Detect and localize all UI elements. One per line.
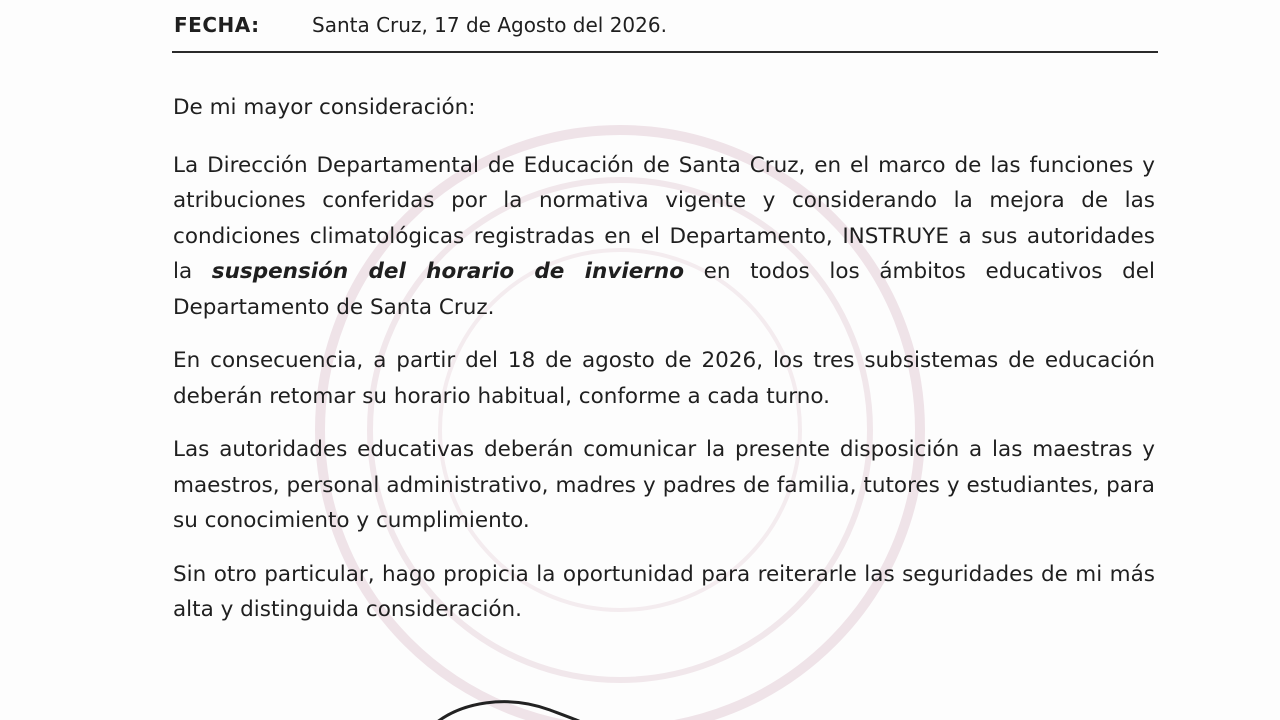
paragraph-instruction: [173, 148, 1155, 326]
fecha-label: FECHA:: [174, 13, 260, 37]
header-rule: [172, 51, 1158, 53]
paragraph-consequence: En consecuencia, a partir del 18 de agosto de 2026, los tres subsistemas de educación deberán retomar su horario habitual, conforme a cada turno.: [173, 348, 1155, 409]
paragraph-communication: Las autoridades educativas deberán comunicar la presente disposición a las maestras y maestros, personal administrativo, madres y padres de familia, tutores y estudiantes, para su conocimiento y cumplimiento.: [173, 437, 1155, 533]
letter-body: [173, 90, 1155, 646]
paragraph-instruction-start: La Dirección Departamental de Educación de Santa Cruz, en el marco de las funciones y atribuciones conferidas por la normativa vigente y considerando la mejora de las condiciones climatológicas registradas en el Departamento, INSTRUYE a sus autoridades la: [173, 152, 1155, 284]
signature-stroke: [420, 690, 620, 720]
paragraph-closing: Sin otro particular, hago propicia la oportunidad para reiterarle las seguridades de mi más alta y distinguida consideración.: [173, 561, 1155, 622]
emphasis-winter-schedule: suspensión del horario de invierno: [211, 259, 684, 284]
paragraph-instruction-end: en todos los ámbitos educativos del Departamento de Santa Cruz.: [173, 259, 1155, 320]
salutation: De mi mayor consideración:: [173, 95, 476, 120]
fecha-value: Santa Cruz, 17 de Agosto del 2026.: [312, 13, 667, 37]
date-header: [174, 8, 1158, 42]
